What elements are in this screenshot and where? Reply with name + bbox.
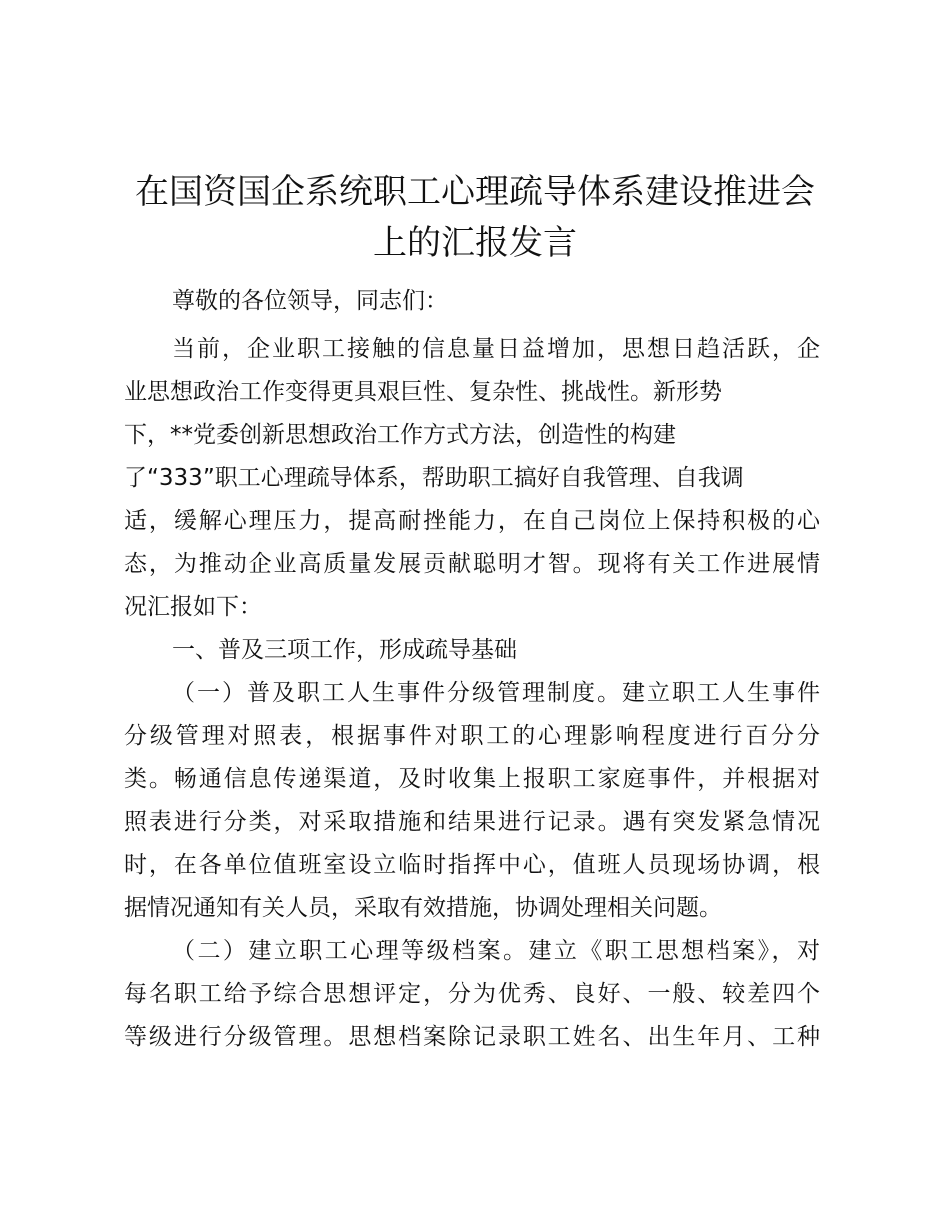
- body-line: 照表进行分类，对采取措施和结果进行记录。遇有突发紧急情况: [124, 809, 820, 835]
- body-line: 下，**党委创新思想政治工作方式方法，创造性的构建: [124, 422, 676, 448]
- body-line: （二）建立职工心理等级档案。建立《职工思想档案》，对: [172, 938, 820, 964]
- body-line: 了“333”职工心理疏导体系，帮助职工搞好自我管理、自我调: [124, 465, 744, 491]
- body-line: （一）普及职工人生事件分级管理制度。建立职工人生事件: [172, 680, 820, 706]
- body-line: 类。畅通信息传递渠道，及时收集上报职工家庭事件，并根据对: [124, 766, 820, 792]
- body-line: 据情况通知有关人员，采取有效措施，协调处理相关问题。: [124, 895, 722, 921]
- body-line: 业思想政治工作变得更具艰巨性、复杂性、挑战性。新形势: [124, 379, 722, 405]
- body-line: 每名职工给予综合思想评定，分为优秀、良好、一般、较差四个: [124, 981, 820, 1007]
- salutation: 尊敬的各位领导，同志们：: [172, 288, 448, 314]
- document-title-line-1: 在国资国企系统职工心理疏导体系建设推进会: [135, 172, 815, 212]
- body-line: 况汇报如下：: [124, 594, 262, 620]
- body-line: 适，缓解心理压力，提高耐挫能力，在自己岗位上保持积极的心: [124, 508, 820, 534]
- body-line: 当前，企业职工接触的信息量日益增加，思想日趋活跃，企: [172, 336, 820, 362]
- document-title-line-2: 上的汇报发言: [373, 223, 577, 263]
- body-line: 分级管理对照表，根据事件对职工的心理影响程度进行百分分: [124, 723, 820, 749]
- body-line: 时，在各单位值班室设立临时指挥中心，值班人员现场协调，根: [124, 852, 820, 878]
- section-heading: 一、普及三项工作，形成疏导基础: [172, 637, 517, 663]
- body-line: 等级进行分级管理。思想档案除记录职工姓名、出生年月、工种: [124, 1024, 820, 1050]
- body-line: 态，为推动企业高质量发展贡献聪明才智。现将有关工作进展情: [124, 551, 820, 577]
